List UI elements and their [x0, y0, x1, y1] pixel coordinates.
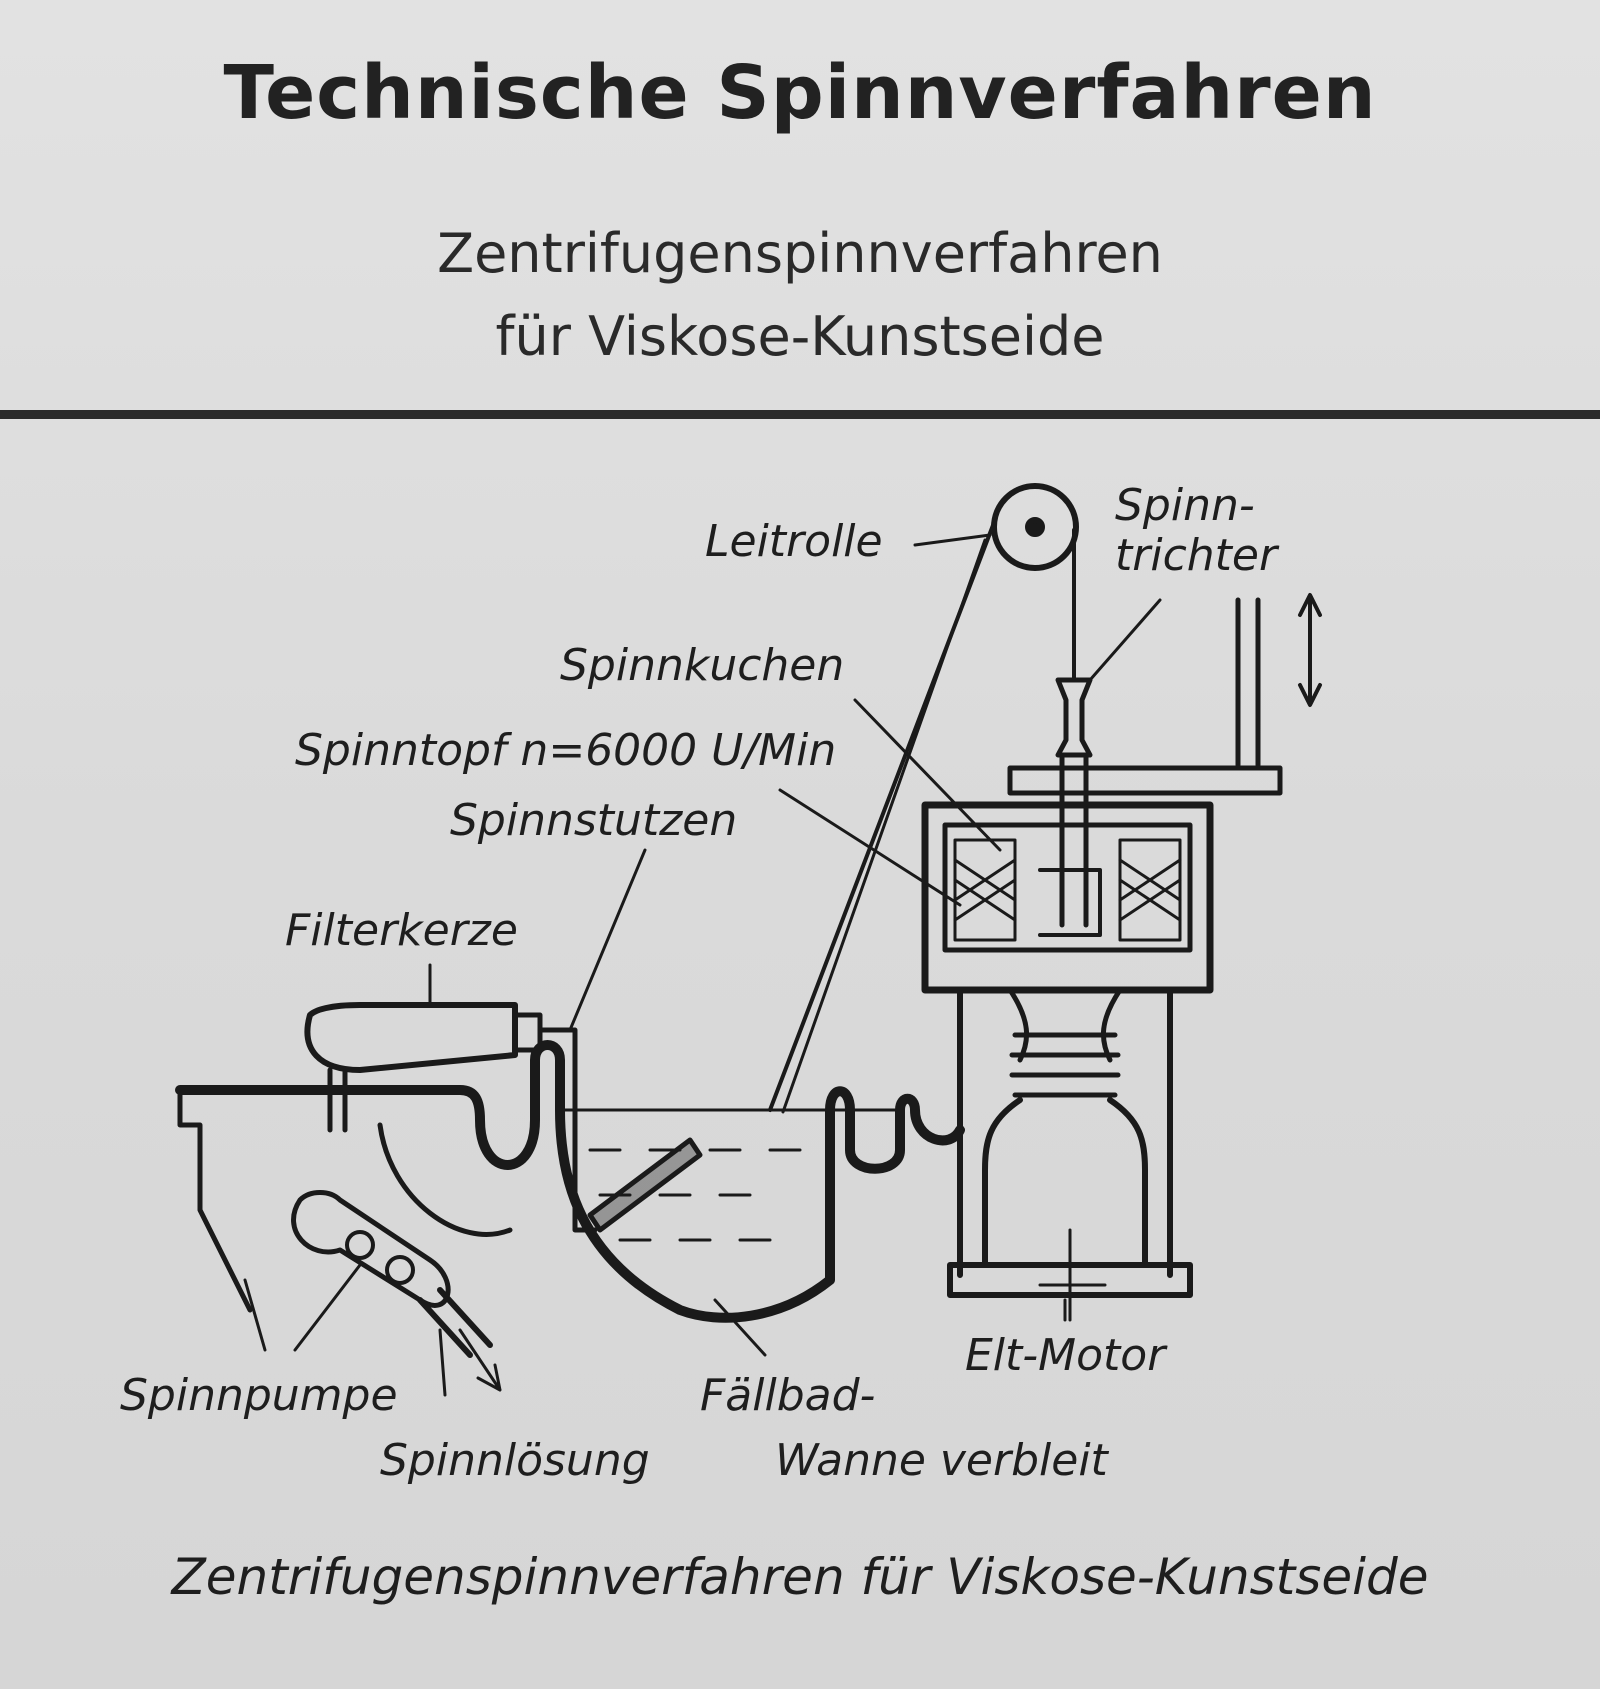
label-spinnloesung: Spinnlösung — [380, 1435, 650, 1486]
precipitation-bath — [180, 1045, 960, 1318]
label-spinntopf: Spinntopf n=6000 U/Min — [295, 725, 837, 776]
label-spinnpumpe: Spinnpumpe — [120, 1370, 398, 1421]
label-elt-motor: Elt-Motor — [965, 1330, 1166, 1381]
label-faellbad-1: Fällbad- — [700, 1370, 876, 1421]
label-filterkerze: Filterkerze — [285, 905, 518, 956]
label-spinntrichter-2: trichter — [1115, 530, 1278, 581]
motor-housing — [950, 990, 1190, 1320]
guide-roller — [994, 486, 1076, 568]
filter-candle — [307, 1005, 595, 1230]
label-spinntrichter-1: Spinn- — [1115, 480, 1255, 531]
spinning-pot — [925, 805, 1210, 990]
page-title: Technische Spinnverfahren — [223, 50, 1377, 136]
figure-caption: Zentrifugenspinnverfahren für Viskose-Kunstseide — [171, 1548, 1429, 1606]
subtitle-line-2: für Viskose-Kunstseide — [495, 305, 1105, 368]
label-faellbad-2: Wanne verbleit — [775, 1435, 1108, 1486]
label-spinnstutzen: Spinnstutzen — [450, 795, 738, 846]
label-leitrolle: Leitrolle — [705, 516, 883, 567]
label-spinnkuchen: Spinnkuchen — [560, 640, 845, 691]
subtitle-line-1: Zentrifugenspinnverfahren — [437, 222, 1163, 285]
lift-mechanism — [1010, 595, 1320, 793]
